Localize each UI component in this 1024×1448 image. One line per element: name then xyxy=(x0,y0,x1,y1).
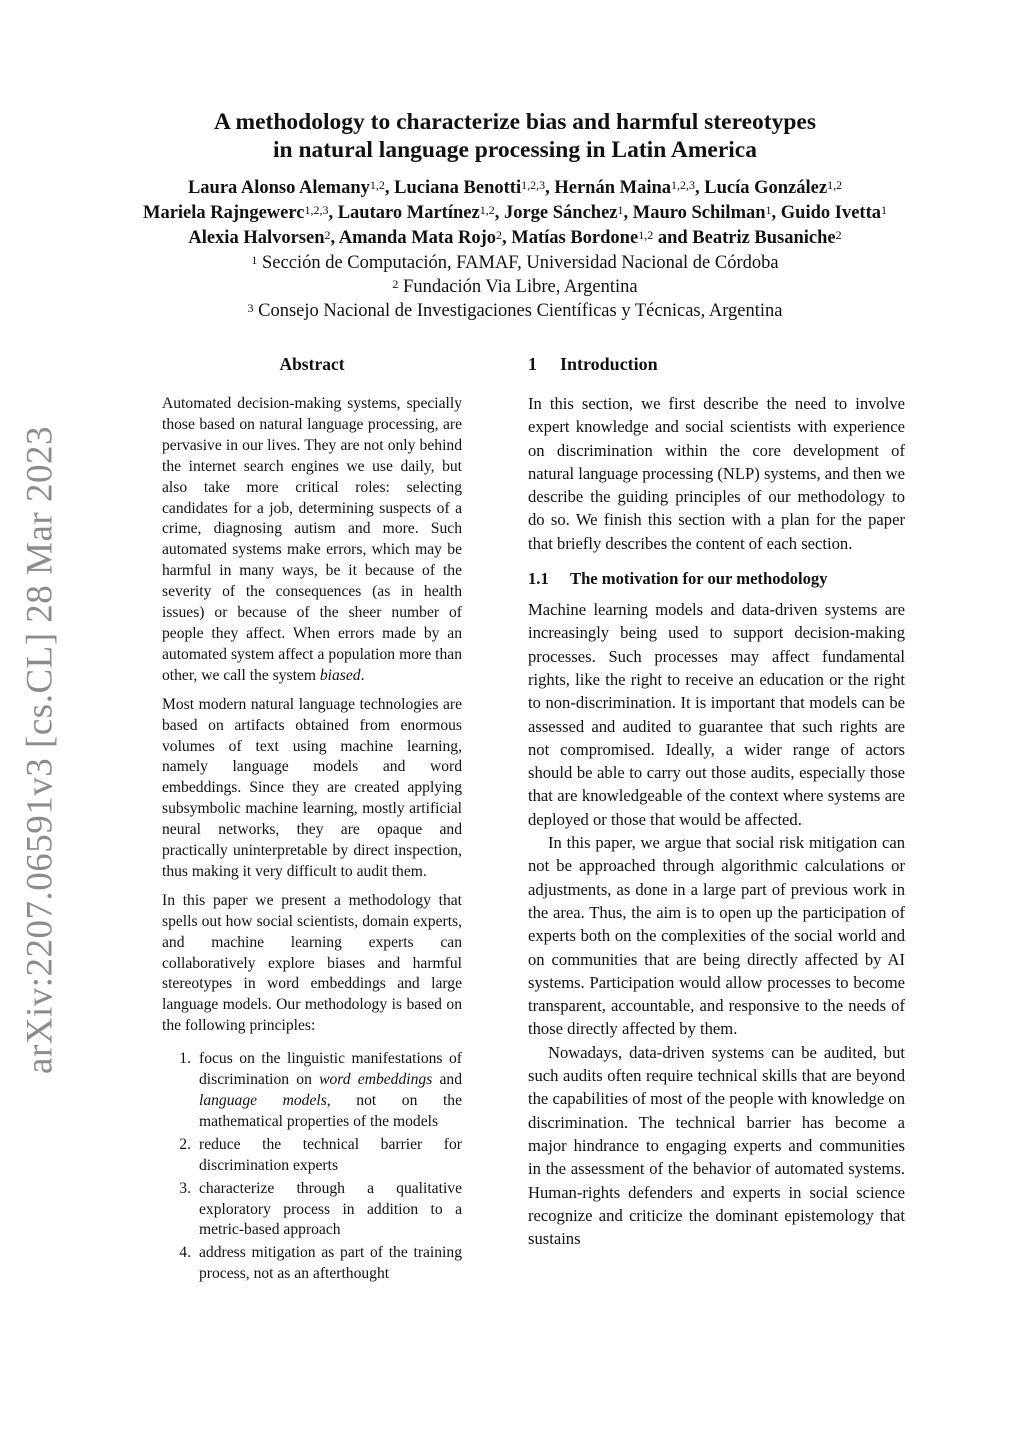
author-name: Mariela Rajngewerc xyxy=(142,203,305,223)
subsection-number: 1.1 xyxy=(528,569,549,589)
affiliation xyxy=(80,299,950,323)
list-item-text: reduce the technical barrier for discrimination experts xyxy=(199,1135,462,1174)
author-affiliation: 2 xyxy=(324,228,331,242)
body-paragraph: Nowadays, data-driven systems can be audited, but such audits often require technical skills that are beyond the capabilities of most of the people with knowledge on discrimination. The technical barrier has become a major hindrance to engaging experts and communities in the assessment of the behavior of automated systems. Human-rights defenders and experts in social science recognize and criticize the dominant epistemology that sustains xyxy=(528,1042,905,1249)
author-affiliation: 1 xyxy=(881,203,887,217)
list-item xyxy=(162,1049,462,1133)
list-item-text: focus on the linguistic manifestations of discrimination on word embeddings and language models, not on the mathematical properties of the models xyxy=(199,1050,462,1130)
arxiv-identifier-stamp xyxy=(14,426,66,1074)
author-line: Alexia Halvorsen$^2$, Amanda Mata Rojo$^2$, Matías Bordone$^{1,2}$ and Beatriz Busaniche$^2$ xyxy=(188,228,842,248)
affiliation-number: 2 xyxy=(392,277,399,291)
subsection-title: The motivation for our methodology xyxy=(570,569,828,589)
affiliation-number: 1 xyxy=(251,253,258,267)
author-name: Lautaro Martínez xyxy=(337,203,480,223)
author-affiliation: 1,2 xyxy=(369,178,385,192)
author-name: Amanda Mata Rojo xyxy=(338,228,496,248)
list-item xyxy=(162,1135,462,1177)
paper-header xyxy=(80,108,950,323)
affiliation xyxy=(80,251,950,275)
affiliation xyxy=(80,275,950,299)
body-paragraph: In this section, we first describe the need to involve expert knowledge and social scientists with experience on discrimination within the core development of natural language processing (NLP) systems, and then we describe the guiding principles of our methodology to do so. We finish this section with a plan for the paper that briefly describes the content of each section. xyxy=(528,394,905,553)
author-affiliation: 1,2 xyxy=(479,203,495,217)
abstract-paragraph: In this paper we present a methodology that spells out how social scientists, domain experts, and machine learning experts can collaboratively explore biases and harmful stereotypes in word embeddings and large language models. Our methodology is based on the following principles: xyxy=(162,891,462,1035)
author-line: Mariela Rajngewerc$^{1,2,3}$, Lautaro Martínez$^{1,2}$, Jorge Sánchez$^1$, Mauro Schilman$^1$, Guido Ivetta$^1$ xyxy=(142,203,887,223)
list-item xyxy=(162,1243,462,1285)
body-paragraph: Machine learning models and data-driven systems are increasingly being used to support decision-making processes. Such processes may affect fundamental rights, like the right to receive an education or the right to non-discrimination. It is important that models can be assessed and audited to guarantee that such rights are not compromised. Ideally, a wider range of actors should be able to carry out those audits, especially those that are knowledgeable of the context where systems are deployed or those that would be affected. xyxy=(528,600,905,829)
list-item xyxy=(162,1179,462,1242)
abstract-paragraph: Most modern natural language technologies are based on artifacts obtained from enormous volumes of text using machine learning, namely language models and word embeddings. Since they are created applying subsymbolic machine learning, mostly artificial neural networks, they are opaque and practically uninterpretable by direct inspection, thus making it very difficult to audit them. xyxy=(162,695,462,880)
author-affiliation: 1,2,3 xyxy=(521,178,546,192)
author-affiliation: 1,2 xyxy=(638,228,654,242)
body-paragraph: In this paper, we argue that social risk mitigation can not be approached through algorithmic calculations or adjustments, as done in a large part of previous work in the area. Thus, the aim is to open up the participation of experts both on the complexities of the social world and on communities that are being directly affected by AI systems. Participation would allow processes to become transparent, accountable, and responsive to the needs of those directly affected by them. xyxy=(528,833,905,1039)
author-affiliation: 1 xyxy=(765,203,772,217)
author-name: Alexia Halvorsen xyxy=(188,228,325,248)
affiliation-text: Consejo Nacional de Investigaciones Científicas y Técnicas, Argentina xyxy=(258,301,783,321)
author-line: Laura Alonso Alemany$^{1,2}$, Luciana Benotti$^{1,2,3}$, Hernán Maina$^{1,2,3}$, Lucía González$^{1,2}$ xyxy=(187,178,843,198)
author-name: Laura Alonso Alemany xyxy=(187,178,370,198)
author-affiliation: 1 xyxy=(617,203,624,217)
author-name: Guido Ivetta xyxy=(780,203,881,223)
section-heading xyxy=(528,352,905,376)
principles-list xyxy=(162,1049,462,1285)
author-name: Beatriz Busaniche xyxy=(692,228,836,248)
abstract-heading: Abstract xyxy=(279,354,345,374)
paper-title xyxy=(80,108,950,164)
list-marker: 1. xyxy=(179,1050,191,1068)
author-affiliation: 1,2,3 xyxy=(671,178,695,192)
affiliation-text: Fundación Via Libre, Argentina xyxy=(403,277,638,297)
author-affiliation: 1,2 xyxy=(827,178,843,192)
section-title: Introduction xyxy=(560,354,658,374)
author-name: Luciana Benotti xyxy=(394,178,522,198)
author-name: Lucía González xyxy=(704,178,828,198)
arxiv-id-text: arXiv:2207.06591v3 [cs.CL] 28 Mar 2023 xyxy=(19,426,61,1074)
author-affiliation: 2 xyxy=(835,228,842,242)
subsection-heading xyxy=(528,567,905,590)
title-line-1: A methodology to characterize bias and harmful stereotypes xyxy=(213,109,816,135)
section-number: 1 xyxy=(528,354,537,374)
abstract-paragraph: Automated decision-making systems, specially those based on natural language processing, are pervasive in our lives. They are not only behind the internet search engines we use daily, but also take more critical roles: selecting candidates for a job, determining suspects of a crime, diagnosing autism and more. Such automated systems make errors, which may be harmful in many ways, be it because of the severity of the consequences (as in health issues) or because of the sheer number of people they affect. When errors made by an automated system affect a population more than other, we call the system biased. xyxy=(162,395,462,684)
title-line-2: in natural language processing in Latin America xyxy=(273,137,757,163)
list-item-text: address mitigation as part of the training process, not as an afterthought xyxy=(199,1244,462,1283)
affiliation-list xyxy=(80,251,950,323)
author-affiliation: 2 xyxy=(496,228,502,242)
introduction-column xyxy=(528,352,905,1250)
author-name: Matías Bordone xyxy=(511,228,639,248)
author-list xyxy=(80,176,950,251)
author-name: Jorge Sánchez xyxy=(503,203,618,223)
affiliation-text: Sección de Computación, FAMAF, Universidad Nacional de Córdoba xyxy=(262,253,779,273)
list-marker: 3. xyxy=(179,1179,191,1197)
list-marker: 4. xyxy=(179,1244,191,1262)
list-marker: 2. xyxy=(179,1135,191,1153)
affiliation-number: 3 xyxy=(247,301,254,315)
list-item-text: characterize through a qualitative exploratory process in addition to a metric-based approach xyxy=(199,1179,462,1239)
author-name: Hernán Maina xyxy=(554,178,671,198)
abstract-column xyxy=(162,352,462,1287)
author-affiliation: 1,2,3 xyxy=(304,203,329,217)
author-name: Mauro Schilman xyxy=(632,203,766,223)
